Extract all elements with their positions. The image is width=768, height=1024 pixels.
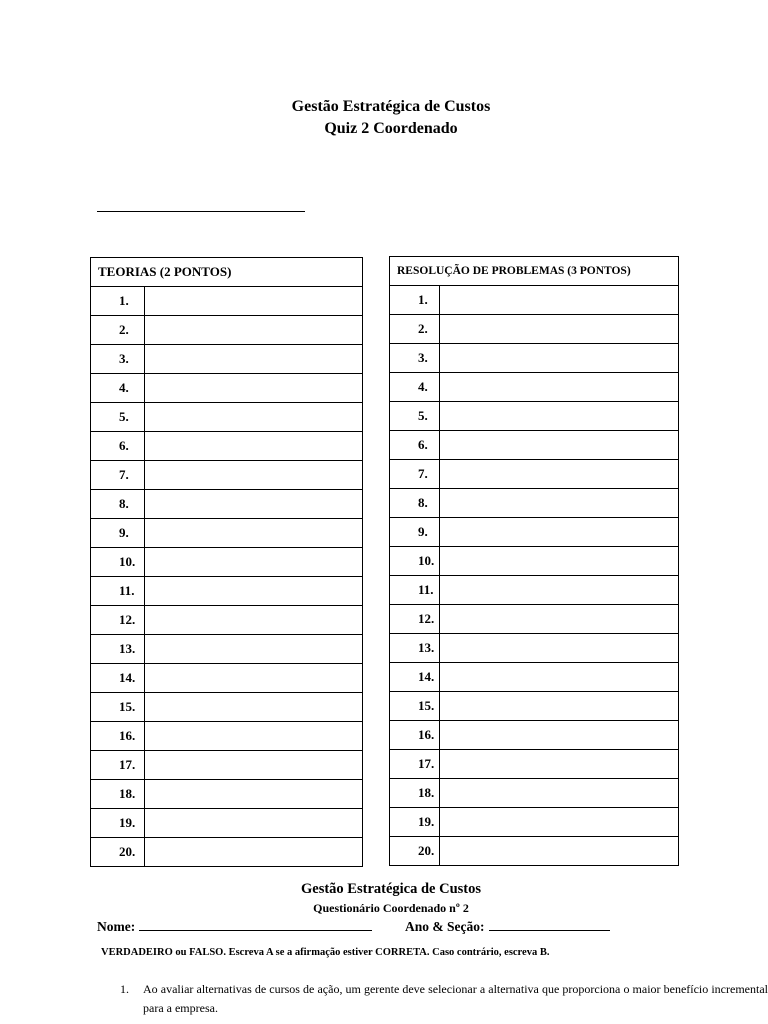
problems-row <box>390 518 679 547</box>
problems-heading: RESOLUÇÃO DE PROBLEMAS (3 PONTOS) <box>390 257 679 286</box>
problems-row-number: 4. <box>390 373 440 402</box>
problems-answer-cell[interactable] <box>440 344 679 373</box>
theories-row <box>91 287 363 316</box>
problems-row-number: 9. <box>390 518 440 547</box>
question-item <box>120 980 768 1018</box>
theories-answer-cell[interactable] <box>145 316 363 345</box>
problems-row-number: 7. <box>390 460 440 489</box>
problems-row-number: 18. <box>390 779 440 808</box>
problems-row <box>390 402 679 431</box>
theories-row-number: 17. <box>91 751 145 780</box>
problems-row <box>390 373 679 402</box>
problems-row <box>390 315 679 344</box>
theories-row-number: 13. <box>91 635 145 664</box>
problems-row-number: 14. <box>390 663 440 692</box>
theories-row <box>91 722 363 751</box>
problems-row-number: 3. <box>390 344 440 373</box>
theories-row-number: 3. <box>91 345 145 374</box>
name-blank[interactable] <box>139 917 372 931</box>
theories-row <box>91 403 363 432</box>
theories-row-number: 15. <box>91 693 145 722</box>
problems-row <box>390 634 679 663</box>
problems-answer-cell[interactable] <box>440 808 679 837</box>
problems-row-number: 8. <box>390 489 440 518</box>
theories-row <box>91 838 363 867</box>
problems-answer-table <box>389 256 679 866</box>
problems-row-number: 16. <box>390 721 440 750</box>
problems-answer-cell[interactable] <box>440 431 679 460</box>
instructions: VERDADEIRO ou FALSO. Escreva A se a afirmação estiver CORRETA. Caso contrário, escreva B. <box>101 947 550 958</box>
theories-row <box>91 316 363 345</box>
theories-answer-cell[interactable] <box>145 606 363 635</box>
problems-answer-cell[interactable] <box>440 402 679 431</box>
page-title: Gestão Estratégica de Custos <box>291 98 491 115</box>
theories-row <box>91 693 363 722</box>
name-label: Nome: <box>97 919 136 934</box>
problems-row-number: 19. <box>390 808 440 837</box>
theories-row-number: 10. <box>91 548 145 577</box>
theories-row <box>91 345 363 374</box>
theories-row <box>91 606 363 635</box>
theories-answer-cell[interactable] <box>145 635 363 664</box>
theories-row-number: 18. <box>91 780 145 809</box>
theories-row <box>91 432 363 461</box>
theories-row-number: 9. <box>91 519 145 548</box>
problems-row <box>390 721 679 750</box>
problems-answer-cell[interactable] <box>440 489 679 518</box>
theories-row-number: 20. <box>91 838 145 867</box>
problems-row <box>390 286 679 315</box>
problems-row-number: 20. <box>390 837 440 866</box>
theories-answer-cell[interactable] <box>145 287 363 316</box>
problems-row <box>390 837 679 866</box>
theories-answer-cell[interactable] <box>145 693 363 722</box>
theories-answer-cell[interactable] <box>145 519 363 548</box>
name-underline <box>97 211 305 212</box>
question-number: 1. <box>120 982 129 996</box>
problems-answer-cell[interactable] <box>440 605 679 634</box>
theories-answer-cell[interactable] <box>145 780 363 809</box>
problems-row <box>390 460 679 489</box>
theories-heading: TEORIAS (2 PONTOS) <box>91 258 363 287</box>
problems-answer-cell[interactable] <box>440 547 679 576</box>
page-subtitle: Quiz 2 Coordenado <box>324 120 458 137</box>
theories-row-number: 5. <box>91 403 145 432</box>
theories-row-number: 11. <box>91 577 145 606</box>
theories-row-number: 7. <box>91 461 145 490</box>
problems-row <box>390 692 679 721</box>
theories-answer-table <box>90 257 363 867</box>
problems-row <box>390 663 679 692</box>
theories-answer-cell[interactable] <box>145 345 363 374</box>
theories-row <box>91 635 363 664</box>
problems-row-number: 15. <box>390 692 440 721</box>
theories-row-number: 16. <box>91 722 145 751</box>
name-field <box>97 917 372 935</box>
theories-row <box>91 548 363 577</box>
problems-answer-cell[interactable] <box>440 750 679 779</box>
problems-answer-cell[interactable] <box>440 460 679 489</box>
problems-row-number: 17. <box>390 750 440 779</box>
theories-answer-cell[interactable] <box>145 490 363 519</box>
theories-row-number: 12. <box>91 606 145 635</box>
theories-row-number: 1. <box>91 287 145 316</box>
theories-row <box>91 664 363 693</box>
problems-row-number: 1. <box>390 286 440 315</box>
problems-row-number: 13. <box>390 634 440 663</box>
theories-row <box>91 490 363 519</box>
theories-answer-cell[interactable] <box>145 751 363 780</box>
question-text: Ao avaliar alternativas de cursos de ação, um gerente deve selecionar a alternativa que proporciona o maior benefício incremental para a empresa. <box>143 982 768 1015</box>
theories-answer-cell[interactable] <box>145 838 363 867</box>
problems-row <box>390 344 679 373</box>
theories-row-number: 4. <box>91 374 145 403</box>
problems-row-number: 5. <box>390 402 440 431</box>
theories-row-number: 19. <box>91 809 145 838</box>
problems-row-number: 2. <box>390 315 440 344</box>
problems-answer-cell[interactable] <box>440 518 679 547</box>
problems-row <box>390 808 679 837</box>
problems-row-number: 10. <box>390 547 440 576</box>
theories-answer-cell[interactable] <box>145 722 363 751</box>
theories-row-number: 14. <box>91 664 145 693</box>
theories-answer-cell[interactable] <box>145 548 363 577</box>
problems-answer-cell[interactable] <box>440 837 679 866</box>
theories-row-number: 6. <box>91 432 145 461</box>
theories-row-number: 8. <box>91 490 145 519</box>
problems-row-number: 6. <box>390 431 440 460</box>
problems-row <box>390 576 679 605</box>
section-title: Gestão Estratégica de Custos <box>300 881 482 897</box>
problems-answer-cell[interactable] <box>440 779 679 808</box>
section-subtitle: Questionário Coordenado nº 2 <box>313 901 469 915</box>
problems-row-number: 11. <box>390 576 440 605</box>
year-section-label: Ano & Seção: <box>405 919 485 934</box>
year-section-blank[interactable] <box>489 917 610 931</box>
theories-answer-cell[interactable] <box>145 403 363 432</box>
problems-row <box>390 779 679 808</box>
problems-answer-cell[interactable] <box>440 286 679 315</box>
theories-row <box>91 577 363 606</box>
problems-answer-cell[interactable] <box>440 721 679 750</box>
theories-row <box>91 519 363 548</box>
year-section-field <box>405 917 610 935</box>
problems-row <box>390 489 679 518</box>
theories-answer-cell[interactable] <box>145 461 363 490</box>
theories-answer-cell[interactable] <box>145 664 363 693</box>
theories-answer-cell[interactable] <box>145 374 363 403</box>
problems-answer-cell[interactable] <box>440 692 679 721</box>
problems-row <box>390 750 679 779</box>
problems-row <box>390 605 679 634</box>
theories-row-number: 2. <box>91 316 145 345</box>
problems-answer-cell[interactable] <box>440 634 679 663</box>
problems-answer-cell[interactable] <box>440 373 679 402</box>
theories-answer-cell[interactable] <box>145 432 363 461</box>
problems-answer-cell[interactable] <box>440 315 679 344</box>
problems-row <box>390 547 679 576</box>
theories-row <box>91 461 363 490</box>
problems-row-number: 12. <box>390 605 440 634</box>
theories-row <box>91 751 363 780</box>
theories-answer-cell[interactable] <box>145 809 363 838</box>
problems-row <box>390 431 679 460</box>
theories-row <box>91 809 363 838</box>
theories-row <box>91 780 363 809</box>
problems-answer-cell[interactable] <box>440 663 679 692</box>
theories-row <box>91 374 363 403</box>
theories-answer-cell[interactable] <box>145 577 363 606</box>
problems-answer-cell[interactable] <box>440 576 679 605</box>
